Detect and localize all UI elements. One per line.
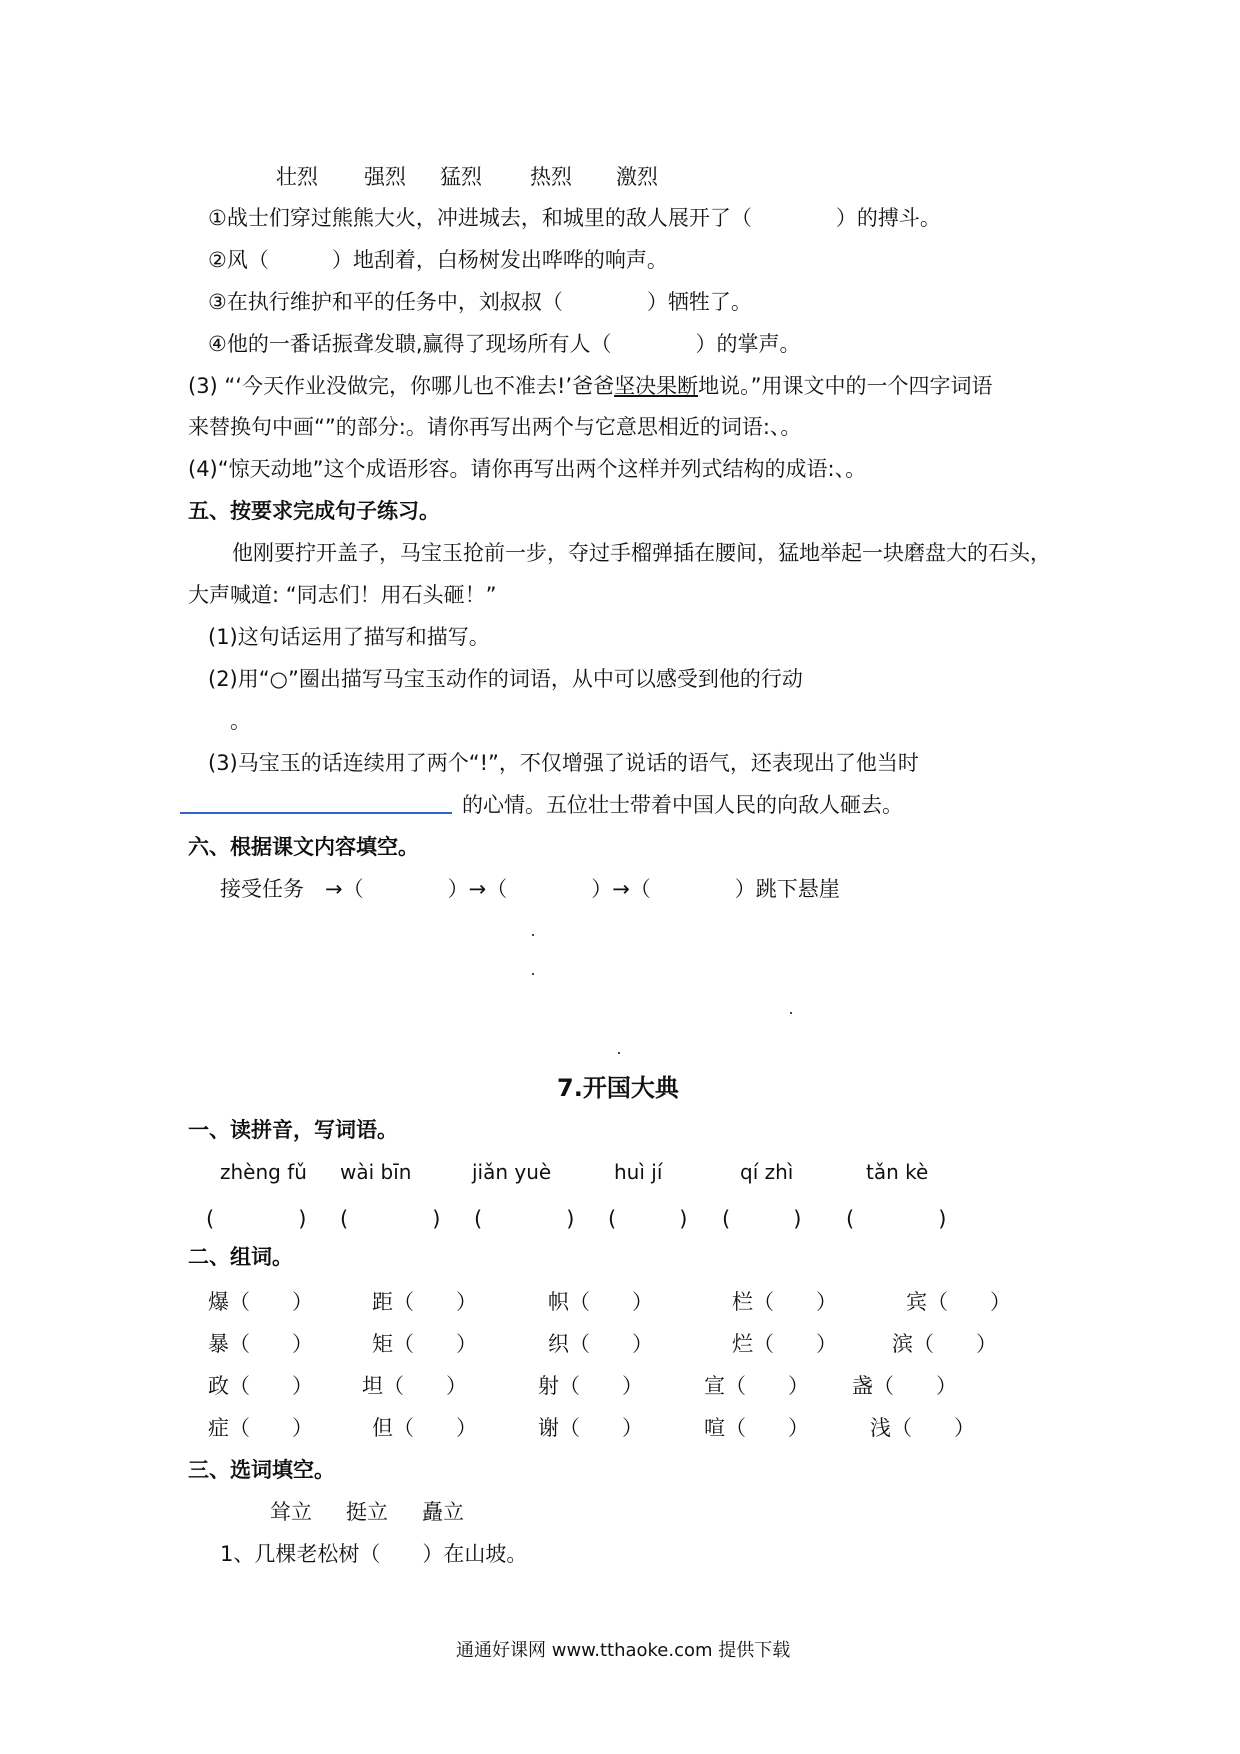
underlined-phrase: 坚决果断 [614, 374, 699, 398]
part-3-item-1: 1、几棵老松树（ ）在山坡。 [220, 1542, 528, 1566]
fill-item-2: ②风（ ）地刮着，白杨树发出哗哗的响声。 [208, 248, 668, 272]
word-group-item[interactable]: 盏（ ） [852, 1374, 957, 1398]
scan-speck [532, 934, 534, 936]
pinyin-2: wài bīn [340, 1160, 412, 1184]
section-5-q3a: (3)马宝玉的话连续用了两个“!”，不仅增强了说话的语气，还表现出了他当时 [208, 751, 919, 775]
part-3-heading: 三、选词填空。 [188, 1458, 335, 1482]
word-group-item[interactable]: 爆（ ） [208, 1290, 313, 1314]
word-option: 热烈 [530, 165, 572, 189]
pinyin-answer-blank[interactable]: ( ) [474, 1207, 575, 1231]
word-option: 矗立 [422, 1500, 464, 1524]
pinyin-1: zhèng fǔ [220, 1160, 307, 1184]
section-5-passage-1: 他刚要拧开盖子，马宝玉抢前一步，夺过手榴弹插在腰间，猛地举起一块磨盘大的石头， [232, 541, 1051, 565]
section-5-q2: (2)用“○”圈出描写马宝玉动作的词语，从中可以感受到他的行动 [208, 667, 803, 691]
word-group-item[interactable]: 谢（ ） [538, 1416, 643, 1440]
word-option: 壮烈 [276, 165, 318, 189]
question-3-line2: 来替换句中画“”的部分:。请你再写出两个与它意思相近的词语:、。 [188, 415, 802, 439]
pinyin-4: huì jí [614, 1160, 663, 1184]
pinyin-answer-blank[interactable]: ( ) [340, 1207, 441, 1231]
question-4: (4)“惊天动地”这个成语形容。请你再写出两个这样并列式结构的成语:、。 [188, 457, 867, 481]
section-5-heading: 五、按要求完成句子练习。 [188, 499, 440, 523]
word-group-item[interactable]: 浅（ ） [870, 1416, 975, 1440]
pinyin-5: qí zhì [740, 1160, 794, 1184]
part-1-heading: 一、读拼音，写词语。 [188, 1118, 398, 1142]
word-option: 猛烈 [440, 165, 482, 189]
fill-item-1: ①战士们穿过熊熊大火，冲进城去，和城里的敌人展开了（ ）的搏斗。 [208, 206, 941, 230]
pinyin-3: jiǎn yuè [472, 1160, 552, 1184]
scan-speck [618, 1052, 620, 1054]
pinyin-6: tǎn kè [866, 1160, 929, 1184]
word-group-item[interactable]: 但（ ） [372, 1416, 477, 1440]
word-group-item[interactable]: 坦（ ） [362, 1374, 467, 1398]
scan-speck [790, 1012, 792, 1014]
pinyin-answer-blank[interactable]: ( ) [206, 1207, 307, 1231]
word-option: 强烈 [364, 165, 406, 189]
part-2-heading: 二、组词。 [188, 1245, 293, 1269]
word-option: 激烈 [616, 165, 658, 189]
lesson-title: 7.开国大典 [557, 1074, 679, 1102]
question-3 [188, 372, 992, 400]
word-group-item[interactable]: 烂（ ） [732, 1332, 837, 1356]
footer-credit: 通通好课网 www.tthaoke.com 提供下载 [456, 1640, 791, 1661]
word-group-item[interactable]: 喧（ ） [704, 1416, 809, 1440]
word-group-item[interactable]: 距（ ） [372, 1290, 477, 1314]
section-5-q2-end: 。 [230, 709, 251, 733]
pinyin-answer-blank[interactable]: ( ) [608, 1207, 688, 1231]
section-6-heading: 六、根据课文内容填空。 [188, 835, 419, 859]
pinyin-answer-blank[interactable]: ( ) [722, 1207, 802, 1231]
word-group-item[interactable]: 滨（ ） [892, 1332, 997, 1356]
word-group-item[interactable]: 织（ ） [548, 1332, 653, 1356]
fill-item-3: ③在执行维护和平的任务中，刘叔叔（ ）牺牲了。 [208, 290, 752, 314]
section-6-flow: 接受任务 →（ ）→（ ）→（ ）跳下悬崖 [220, 877, 840, 901]
section-5-q3b: 的心情。五位壮士带着中国人民的向敌人砸去。 [462, 793, 903, 817]
question-3-prefix: (3) “‘今天作业没做完，你哪儿也不准去!’爸爸 [188, 374, 615, 398]
word-group-item[interactable]: 政（ ） [208, 1374, 313, 1398]
question-3-suffix: 地说。”用课文中的一个四字词语 [698, 374, 993, 398]
word-option: 挺立 [346, 1500, 388, 1524]
word-group-item[interactable]: 射（ ） [538, 1374, 643, 1398]
word-group-item[interactable]: 宾（ ） [906, 1290, 1011, 1314]
word-group-item[interactable]: 宣（ ） [704, 1374, 809, 1398]
word-group-item[interactable]: 栏（ ） [732, 1290, 837, 1314]
word-group-item[interactable]: 暴（ ） [208, 1332, 313, 1356]
pinyin-answer-blank[interactable]: ( ) [846, 1207, 947, 1231]
word-option: 耸立 [270, 1500, 312, 1524]
word-group-item[interactable]: 矩（ ） [372, 1332, 477, 1356]
section-5-q1: (1)这句话运用了描写和描写。 [208, 625, 490, 649]
word-group-item[interactable]: 帜（ ） [548, 1290, 653, 1314]
section-5-passage-2: 大声喊道: “同志们！用石头砸！” [188, 583, 497, 607]
word-group-item[interactable]: 症（ ） [208, 1416, 313, 1440]
answer-line[interactable] [180, 812, 452, 814]
scan-speck [532, 973, 534, 975]
fill-item-4: ④他的一番话振聋发聩,赢得了现场所有人（ ）的掌声。 [208, 332, 801, 356]
